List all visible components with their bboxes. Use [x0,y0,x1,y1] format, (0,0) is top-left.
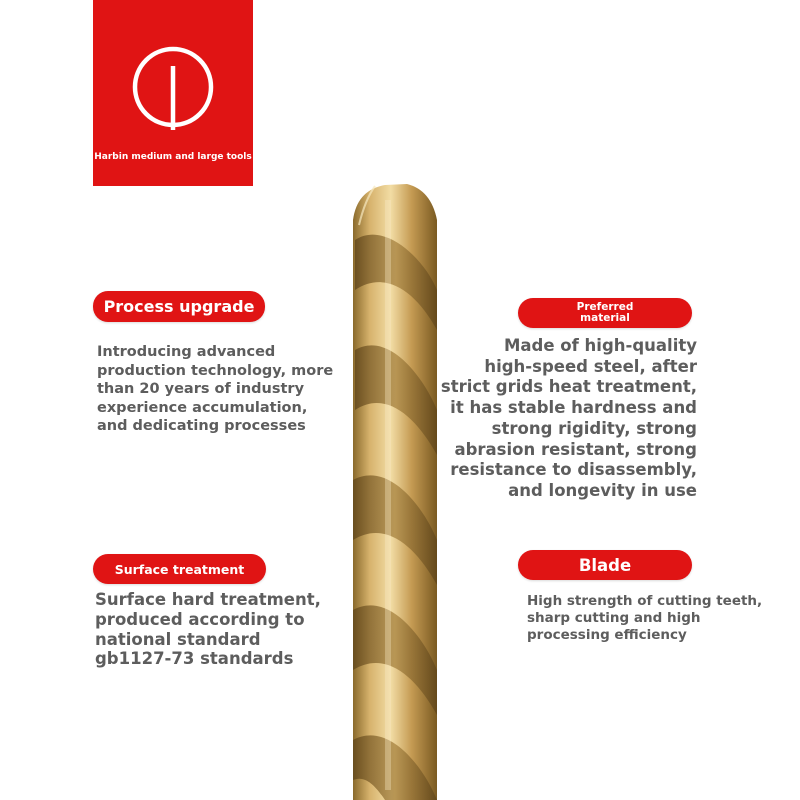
circle-slash-logo-icon [130,44,216,130]
surface-treatment-title: Surface treatment [114,561,245,577]
description-line: it has stable hardness and [450,398,697,418]
blade-title: Blade [578,555,632,575]
drill-bit-image [345,180,445,800]
description-line: and longevity in use [508,480,697,500]
brand-name: Harbin medium and large tools [94,152,252,162]
description-line: production technology, more [97,362,334,379]
description-line: strong rigidity, strong [491,418,697,438]
description-line: and dedicating processes [97,418,306,434]
description-line: high-speed steel, after [484,356,697,376]
description-line: gb1127-73 standards [95,649,294,669]
description-line: strict grids heat treatment, [440,377,697,397]
process-upgrade-description [97,343,347,436]
description-line: High strength of cutting teeth, [527,593,763,609]
description-line: national standard [95,629,261,649]
surface-treatment-description [95,590,345,669]
description-line: produced according to [95,609,305,629]
description-line: sharp cutting and high [527,610,701,626]
brand-logo [93,0,253,186]
preferred-material-title-line: material [580,312,630,324]
description-line: Made of high-quality [503,336,697,355]
preferred-material-description [440,336,697,502]
blade-description [527,593,787,644]
description-line: Surface hard treatment, [95,590,321,609]
preferred-material-badge [518,298,692,328]
process-upgrade-badge [93,291,265,322]
surface-treatment-badge [93,554,266,584]
description-line: than 20 years of industry [97,381,305,397]
process-upgrade-title: Process upgrade [103,297,255,316]
description-line: resistance to disassembly, [450,460,697,480]
preferred-material-title-line: Preferred [576,301,634,313]
description-line: processing efficiency [527,627,687,643]
blade-badge [518,550,692,580]
description-line: abrasion resistant, strong [454,439,697,459]
description-line: experience accumulation, [97,399,308,416]
description-line: Introducing advanced [97,344,276,360]
